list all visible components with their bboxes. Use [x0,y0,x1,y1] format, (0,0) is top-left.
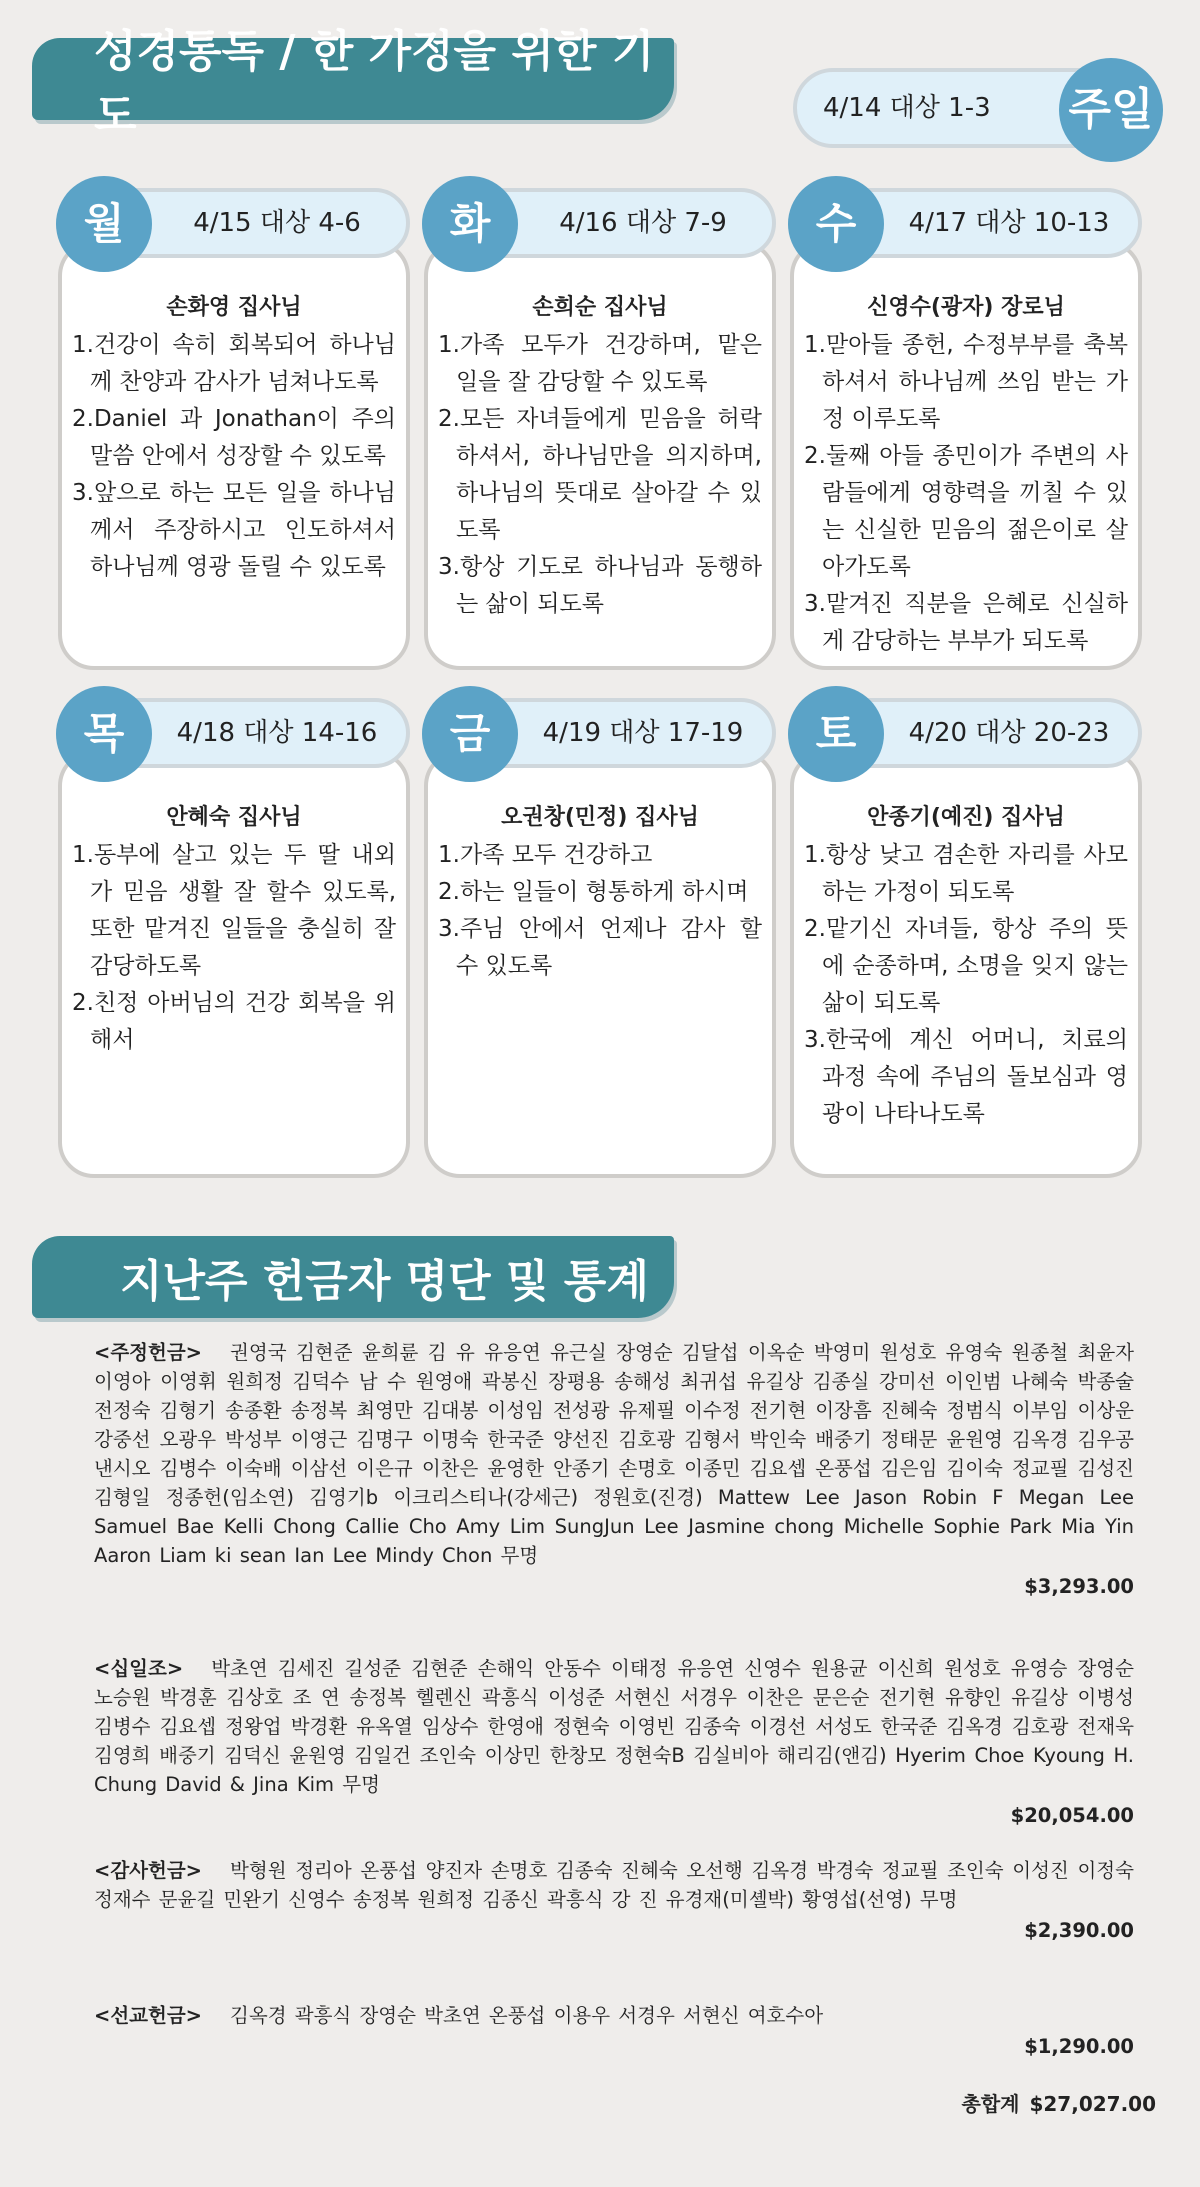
prayer-card-tuesday [424,240,776,670]
donation-amount: $20,054.00 [1010,1804,1134,1827]
offering-title: 지난주 헌금자 명단 및 통계 [120,1256,649,1307]
prayer-item: 2.맡기신 자녀들, 항상 주의 뜻에 순종하며, 소명을 잊지 않는 삶이 되도록 [804,916,1128,1016]
prayer-person: 손화영 집사님 [166,295,302,320]
donor-names: 김옥경 곽흥식 장영순 박초연 온풍섭 이용우 서경우 서현신 여호수아 [230,2004,824,2027]
day-reading-label: 4/19 대상 17-19 [542,718,744,748]
prayer-person: 안혜숙 집사님 [166,805,302,830]
prayer-card-monday [58,240,410,670]
day-badge-tuesday: 화 [422,176,518,272]
donation-category: <주정헌금> [94,1341,203,1364]
prayer-item: 3.주님 안에서 언제나 감사 할 수 있도록 [438,916,762,979]
donor-list [94,1654,1134,1799]
prayer-item: 3.항상 기도로 하나님과 동행하는 삶이 되도록 [438,554,762,617]
donation-amount: $1,290.00 [1024,2035,1134,2058]
prayer-item: 3.한국에 계신 어머니, 치료의 과정 속에 주님의 돌보심과 영광이 나타나도록 [804,1027,1128,1127]
prayer-item: 3.앞으로 하는 모든 일을 하나님께서 주장하시고 인도하셔서 하나님께 영광 돌릴 수 있도록 [72,480,396,580]
prayer-item: 2.모든 자녀들에게 믿음을 허락하셔서, 하나님만을 의지하며, 하나님의 뜻대로 살아갈 수 있도록 [438,406,762,543]
donation-group-sunday [94,1338,1134,1601]
donor-list [94,1338,1134,1570]
prayer-item: 1.건강이 속히 회복되어 하나님께 찬양과 감사가 넘쳐나도록 [72,332,396,395]
donation-amount: $3,293.00 [1024,1575,1134,1598]
prayer-item: 1.맏아들 종헌, 수정부부를 축복하셔서 하나님께 쓰임 받는 가정 이루도록 [804,332,1128,432]
donation-group-tithe [94,1654,1134,1830]
prayer-person: 손희순 집사님 [532,295,668,320]
day-reading-label: 4/17 대상 10-13 [908,208,1110,238]
prayer-card-saturday [790,750,1142,1178]
prayer-item: 1.가족 모두 건강하고 [438,842,653,868]
page-title-banner [32,26,674,141]
offering-title-banner [32,1236,674,1318]
donor-list [94,2001,1134,2030]
donation-category: <십일조> [94,1657,184,1680]
prayer-item: 1.항상 낮고 겸손한 자리를 사모하는 가정이 되도록 [804,842,1128,905]
grand-total [952,2088,1157,2117]
day-badge-wednesday: 수 [788,176,884,272]
page-title: 성경통독 / 한 가정을 위한 기도 [94,26,655,141]
donation-category: <선교헌금> [94,2004,203,2027]
prayer-person: 신영수(광자) 장로님 [867,295,1065,320]
day-badge-saturday: 토 [788,686,884,782]
donation-category: <감사헌금> [94,1859,203,1882]
prayer-card-friday [424,750,776,1178]
day-reading-label: 4/18 대상 14-16 [176,718,378,748]
day-reading-label: 4/20 대상 20-23 [908,718,1110,748]
prayer-item: 1.가족 모두가 건강하며, 맡은 일을 잘 감당할 수 있도록 [438,332,762,395]
prayer-item: 2.하는 일들이 형통하게 하시며 [438,879,749,905]
donation-group-thanksgiving [94,1856,1134,1945]
day-reading-label: 4/16 대상 7-9 [559,208,727,238]
sunday-day-badge: 주일 [1059,58,1163,162]
donor-names: 박초연 김세진 길성준 김현준 손해익 안동수 이태정 유응연 신영수 원용균 이신희 원성호 유영승 장영순 노승원 박경훈 김상호 조 연 송정복 헬렌신 곽흥식 이성준 서현신 서경우 이찬은 문은순 전기현 유향인 유길상 이병성 김병수 김요셉 정왕업 박경환 유옥열 임상수 한영애 정현숙 이영빈 김종숙 이경선 서성도 한국준 김옥경 김호광 전재욱 김영희 배중기 김덕신 윤원영 김일건 조인숙 이상민 한창모 정현숙B 김실비아 해리김(앤김) Hyerim Choe Kyoung H. Chung David & Jina Kim 무명 [94,1657,1134,1796]
prayer-person: 안종기(예진) 집사님 [867,805,1065,830]
day-badge-friday: 금 [422,686,518,782]
grand-total-label: 총합계 [961,2092,1020,2116]
prayer-person: 오권창(민정) 집사님 [501,805,699,830]
prayer-item: 2.Daniel 과 Jonathan이 주의 말씀 안에서 성장할 수 있도록 [72,406,396,469]
prayer-card-thursday [58,750,410,1178]
day-reading-label: 4/15 대상 4-6 [193,208,361,238]
donor-names: 권영국 김현준 윤희륜 김 유 유응연 유근실 장영순 김달섭 이옥순 박영미 원성호 유영숙 원종철 최윤자 이영아 이영휘 원희정 김덕수 남 수 원영애 곽봉신 장평용 송해성 최귀섭 유길상 김종실 강미선 이인범 나혜숙 박종술 전정숙 김형기 송종환 송정복 최영만 김대봉 이성임 전성광 유제필 이수정 전기현 이장흠 진혜숙 정범식 이부임 이상운 강중선 오광우 박성부 이영근 김명구 이명숙 한국준 양선진 김호광 김형서 박인숙 배중기 정태문 윤원영 김옥경 김우공 낸시오 김병수 이숙배 이삼선 이은규 이찬은 윤영한 안종기 손명호 이종민 김요셉 온풍섭 김은임 김이숙 정교필 김성진 김형일 정종헌(임소연) 김영기b 이크리스티나(강세근) 정원호(진경) Mattew Lee Jason Robin F Megan Lee Samuel Bae Kelli Chong Callie Cho Amy Lim SungJun Lee Jasmine chong Michelle Sophie Park Mia Yin Aaron Liam ki sean Ian Lee Mindy Chon 무명 [94,1341,1134,1567]
donor-list [94,1856,1134,1914]
day-badge-monday: 월 [56,176,152,272]
day-badge-thursday: 목 [56,686,152,782]
prayer-item: 2.친정 아버님의 건강 회복을 위해서 [72,990,396,1053]
prayer-item: 1.동부에 살고 있는 두 딸 내외가 믿음 생활 잘 할수 있도록, 또한 맡겨진 일들을 충실히 잘 감당하도록 [72,842,396,979]
grand-total-amount: $27,027.00 [1029,2092,1156,2116]
donor-names: 박형원 정리아 온풍섭 양진자 손명호 김종숙 진혜숙 오선행 김옥경 박경숙 정교필 조인숙 이성진 이정숙 정재수 문윤길 민완기 신영수 송정복 원희정 김종신 곽흥식 강 진 유경재(미셸박) 황영섭(선영) 무명 [94,1859,1134,1911]
donation-group-mission [94,2001,1134,2061]
donation-amount: $2,390.00 [1024,1919,1134,1942]
sunday-reading [793,68,1153,148]
prayer-item: 2.둘째 아들 종민이가 주변의 사람들에게 영향력을 끼칠 수 있는 신실한 믿음의 젊은이로 살아가도록 [804,443,1128,580]
prayer-card-wednesday [790,240,1142,670]
sunday-reading-label: 4/14 대상 1-3 [823,93,991,123]
prayer-item: 3.맡겨진 직분을 은혜로 신실하게 감당하는 부부가 되도록 [804,591,1128,654]
